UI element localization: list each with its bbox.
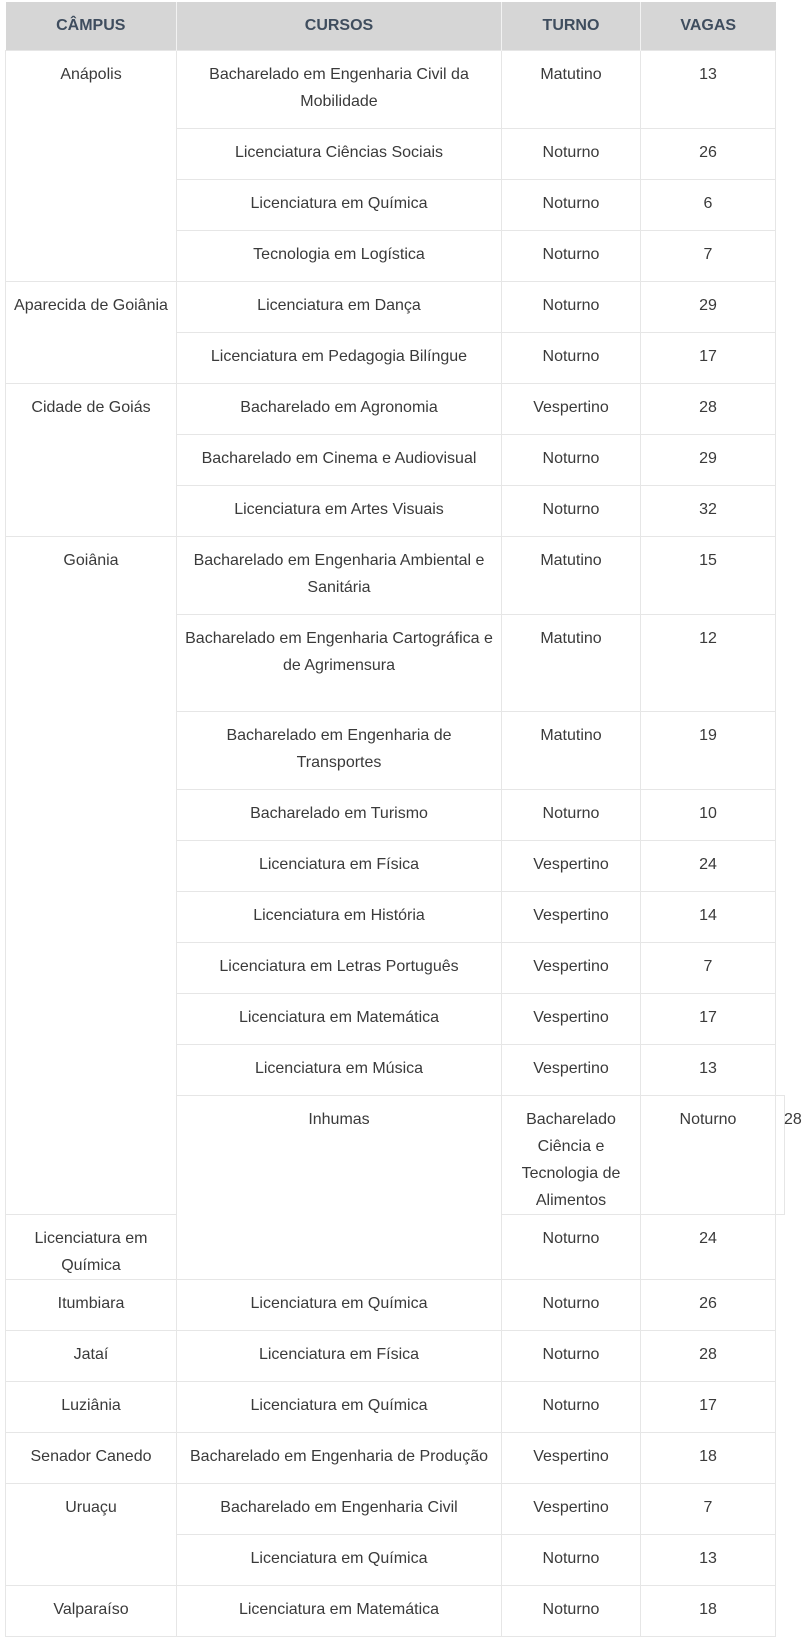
table-row xyxy=(6,282,785,333)
curso-cell: Licenciatura em Química xyxy=(177,1280,502,1331)
vagas-cell: 18 xyxy=(641,1433,776,1484)
curso-cell: Tecnologia em Logística xyxy=(177,231,502,282)
vagas-cell: 26 xyxy=(641,1280,776,1331)
curso-cell: Bacharelado em Turismo xyxy=(177,790,502,841)
turno-cell: Matutino xyxy=(502,51,641,129)
campus-cell: Anápolis xyxy=(6,51,177,282)
campus-cell: Goiânia xyxy=(6,537,177,1215)
vagas-cell: 24 xyxy=(641,841,776,892)
table-row xyxy=(6,1382,785,1433)
curso-cell: Bacharelado em Engenharia de Produção xyxy=(177,1433,502,1484)
curso-cell: Bacharelado em Engenharia Civil da Mobilidade xyxy=(177,51,502,129)
turno-cell: Matutino xyxy=(502,712,641,790)
vagas-cell: 12 xyxy=(641,615,776,712)
vagas-cell: 29 xyxy=(641,435,776,486)
curso-cell: Licenciatura em Pedagogia Bilíngue xyxy=(177,333,502,384)
curso-cell: Licenciatura em Química xyxy=(6,1215,177,1280)
vagas-cell: 17 xyxy=(641,994,776,1045)
curso-cell: Licenciatura em Física xyxy=(177,841,502,892)
curso-cell: Licenciatura em Química xyxy=(177,1382,502,1433)
vagas-table xyxy=(5,2,802,1637)
header-turno: TURNO xyxy=(502,2,641,51)
turno-cell: Matutino xyxy=(502,537,641,615)
turno-cell: Noturno xyxy=(502,435,641,486)
header-vagas: VAGAS xyxy=(641,2,776,51)
table-row xyxy=(6,1586,785,1637)
campus-cell: Uruaçu xyxy=(6,1484,177,1586)
vagas-cell: 7 xyxy=(641,943,776,994)
curso-cell: Licenciatura em Matemática xyxy=(177,994,502,1045)
vagas-cell: 10 xyxy=(641,790,776,841)
table-row xyxy=(6,1331,785,1382)
header-row xyxy=(6,2,785,51)
curso-cell: Licenciatura Ciências Sociais xyxy=(177,129,502,180)
turno-cell: Noturno xyxy=(502,486,641,537)
curso-cell: Licenciatura em Matemática xyxy=(177,1586,502,1637)
turno-cell: Vespertino xyxy=(502,1484,641,1535)
turno-cell: Noturno xyxy=(502,180,641,231)
vagas-cell: 28 xyxy=(641,1331,776,1382)
vagas-cell: 15 xyxy=(641,537,776,615)
table-row xyxy=(6,1433,785,1484)
turno-cell: Noturno xyxy=(502,790,641,841)
vagas-cell: 24 xyxy=(641,1215,776,1280)
campus-cell: Cidade de Goiás xyxy=(6,384,177,537)
curso-cell: Licenciatura em Dança xyxy=(177,282,502,333)
vagas-cell: 17 xyxy=(641,333,776,384)
campus-cell: Luziânia xyxy=(6,1382,177,1433)
turno-cell: Matutino xyxy=(502,615,641,712)
curso-cell: Bacharelado em Agronomia xyxy=(177,384,502,435)
turno-cell: Noturno xyxy=(502,1535,641,1586)
turno-cell: Vespertino xyxy=(502,943,641,994)
campus-cell: Itumbiara xyxy=(6,1280,177,1331)
turno-cell: Vespertino xyxy=(502,841,641,892)
vagas-cell: 28 xyxy=(641,384,776,435)
curso-cell: Licenciatura em História xyxy=(177,892,502,943)
curso-cell: Bacharelado Ciência e Tecnologia de Alimentos xyxy=(502,1096,641,1215)
turno-cell: Vespertino xyxy=(502,1433,641,1484)
vagas-cell: 6 xyxy=(641,180,776,231)
vagas-cell: 26 xyxy=(641,129,776,180)
table-row xyxy=(6,384,785,435)
curso-cell: Licenciatura em Artes Visuais xyxy=(177,486,502,537)
campus-cell: Inhumas xyxy=(177,1096,502,1280)
turno-cell: Vespertino xyxy=(502,384,641,435)
vagas-cell: 13 xyxy=(641,1535,776,1586)
vagas-cell: 29 xyxy=(641,282,776,333)
curso-cell: Bacharelado em Engenharia Ambiental e Sanitária xyxy=(177,537,502,615)
turno-cell: Noturno xyxy=(502,1586,641,1637)
vagas-cell: 7 xyxy=(641,1484,776,1535)
curso-cell: Bacharelado em Engenharia de Transportes xyxy=(177,712,502,790)
curso-cell: Licenciatura em Química xyxy=(177,1535,502,1586)
campus-cell: Aparecida de Goiânia xyxy=(6,282,177,384)
curso-cell: Bacharelado em Engenharia Cartográfica e de Agrimensura xyxy=(177,615,502,712)
turno-cell: Noturno xyxy=(502,1215,641,1280)
vagas-cell: 32 xyxy=(641,486,776,537)
curso-cell: Bacharelado em Cinema e Audiovisual xyxy=(177,435,502,486)
turno-cell: Noturno xyxy=(502,129,641,180)
turno-cell: Noturno xyxy=(502,282,641,333)
curso-cell: Licenciatura em Música xyxy=(177,1045,502,1096)
header-cursos: CURSOS xyxy=(177,2,502,51)
campus-cell: Jataí xyxy=(6,1331,177,1382)
curso-cell: Licenciatura em Química xyxy=(177,180,502,231)
table-body xyxy=(6,51,802,1637)
turno-cell: Noturno xyxy=(502,333,641,384)
turno-cell: Vespertino xyxy=(502,994,641,1045)
turno-cell: Noturno xyxy=(502,1382,641,1433)
vagas-cell: 19 xyxy=(641,712,776,790)
curso-cell: Licenciatura em Física xyxy=(177,1331,502,1382)
turno-cell: Noturno xyxy=(502,231,641,282)
vagas-cell: 7 xyxy=(641,231,776,282)
vagas-cell: 17 xyxy=(641,1382,776,1433)
vagas-cell: 13 xyxy=(641,51,776,129)
campus-cell: Senador Canedo xyxy=(6,1433,177,1484)
turno-cell: Vespertino xyxy=(502,1045,641,1096)
turno-cell: Noturno xyxy=(502,1280,641,1331)
turno-cell: Noturno xyxy=(502,1331,641,1382)
turno-cell: Vespertino xyxy=(502,892,641,943)
header-campus: CÂMPUS xyxy=(6,2,177,51)
table-row xyxy=(6,51,785,129)
table-row xyxy=(6,1484,785,1535)
vagas-cell: 14 xyxy=(641,892,776,943)
vagas-cell: 18 xyxy=(641,1586,776,1637)
curso-cell: Bacharelado em Engenharia Civil xyxy=(177,1484,502,1535)
table-row xyxy=(6,537,785,615)
vagas-cell: 28 xyxy=(776,1096,785,1215)
campus-cell: Valparaíso xyxy=(6,1586,177,1637)
table-row xyxy=(6,1280,785,1331)
vagas-cell: 13 xyxy=(641,1045,776,1096)
turno-cell: Noturno xyxy=(641,1096,776,1215)
curso-cell: Licenciatura em Letras Português xyxy=(177,943,502,994)
